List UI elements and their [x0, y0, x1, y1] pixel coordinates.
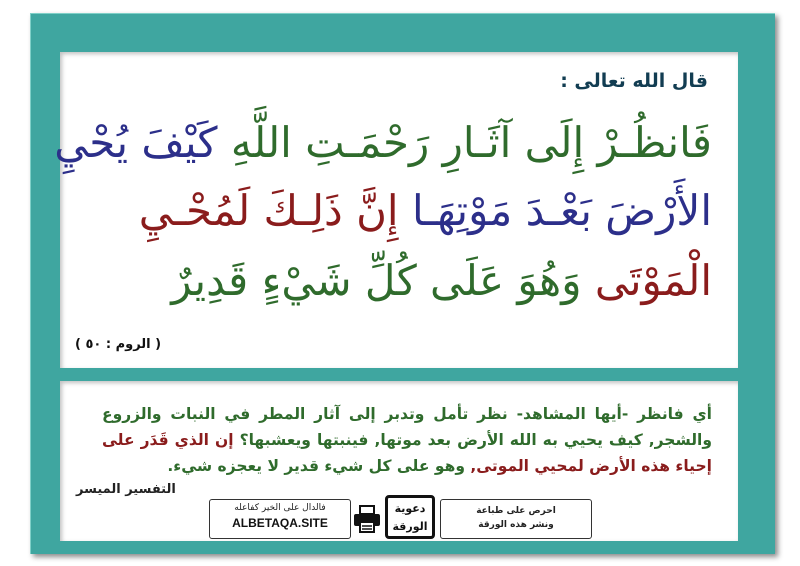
tafsir-text — [102, 401, 712, 479]
verse-line-1 — [54, 118, 712, 167]
footer-print-line-1: احرص على طباعة — [476, 506, 556, 516]
tafsir-source: التفسير الميسر — [76, 482, 176, 497]
site-link[interactable]: ALBETAQA.SITE — [232, 516, 328, 530]
verse-line-2 — [139, 186, 712, 235]
verse-segment: فَانظُـرْ إِلَى آثَـارِ رَحْمَـتِ اللَّهِ — [217, 118, 712, 167]
logo-icon: دعوية الورقة — [385, 495, 435, 539]
tafsir-segment: إن الذي قَدَر على إحياء هذه الأرض لمحيي الموتى, — [102, 431, 712, 475]
printer-icon — [352, 504, 382, 534]
footer-slogan: فالدال على الخير كفاعله — [234, 503, 326, 513]
verse-line-3 — [171, 256, 712, 305]
verse-segment: الأَرْضَ بَعْـدَ مَوْتِهَـا — [398, 186, 712, 235]
verse-segment: وَهُوَ عَلَى كُلِّ شَيْءٍ قَدِيرٌ — [171, 256, 582, 305]
verse-segment: كَيْفَ يُحْيِ — [54, 118, 218, 167]
tafsir-segment: أي فانظر -أيها المشاهد- نظر تأمل وتدبر إلى آثار المطر في النبات والزروع والشجر, — [102, 405, 713, 449]
intro-text: قال الله تعالى : — [560, 70, 708, 92]
footer-site-box — [209, 499, 351, 539]
verse-segment: الْمَوْتَى — [581, 256, 712, 305]
verse-reference: ( الروم : ٥٠ ) — [75, 337, 162, 352]
tafsir-segment: كيف يحيي به الله الأرض بعد موتها, فينبتها ويعشبها؟ — [233, 431, 643, 449]
verse-segment: إِنَّ ذَلِـكَ لَمُحْـيِ — [138, 186, 399, 235]
tafsir-segment: وهو على كل شيء قدير لا يعجزه شيء. — [167, 457, 465, 475]
footer-print-box — [440, 499, 592, 539]
footer-print-line-2: ونشر هذه الورقة — [478, 520, 554, 530]
